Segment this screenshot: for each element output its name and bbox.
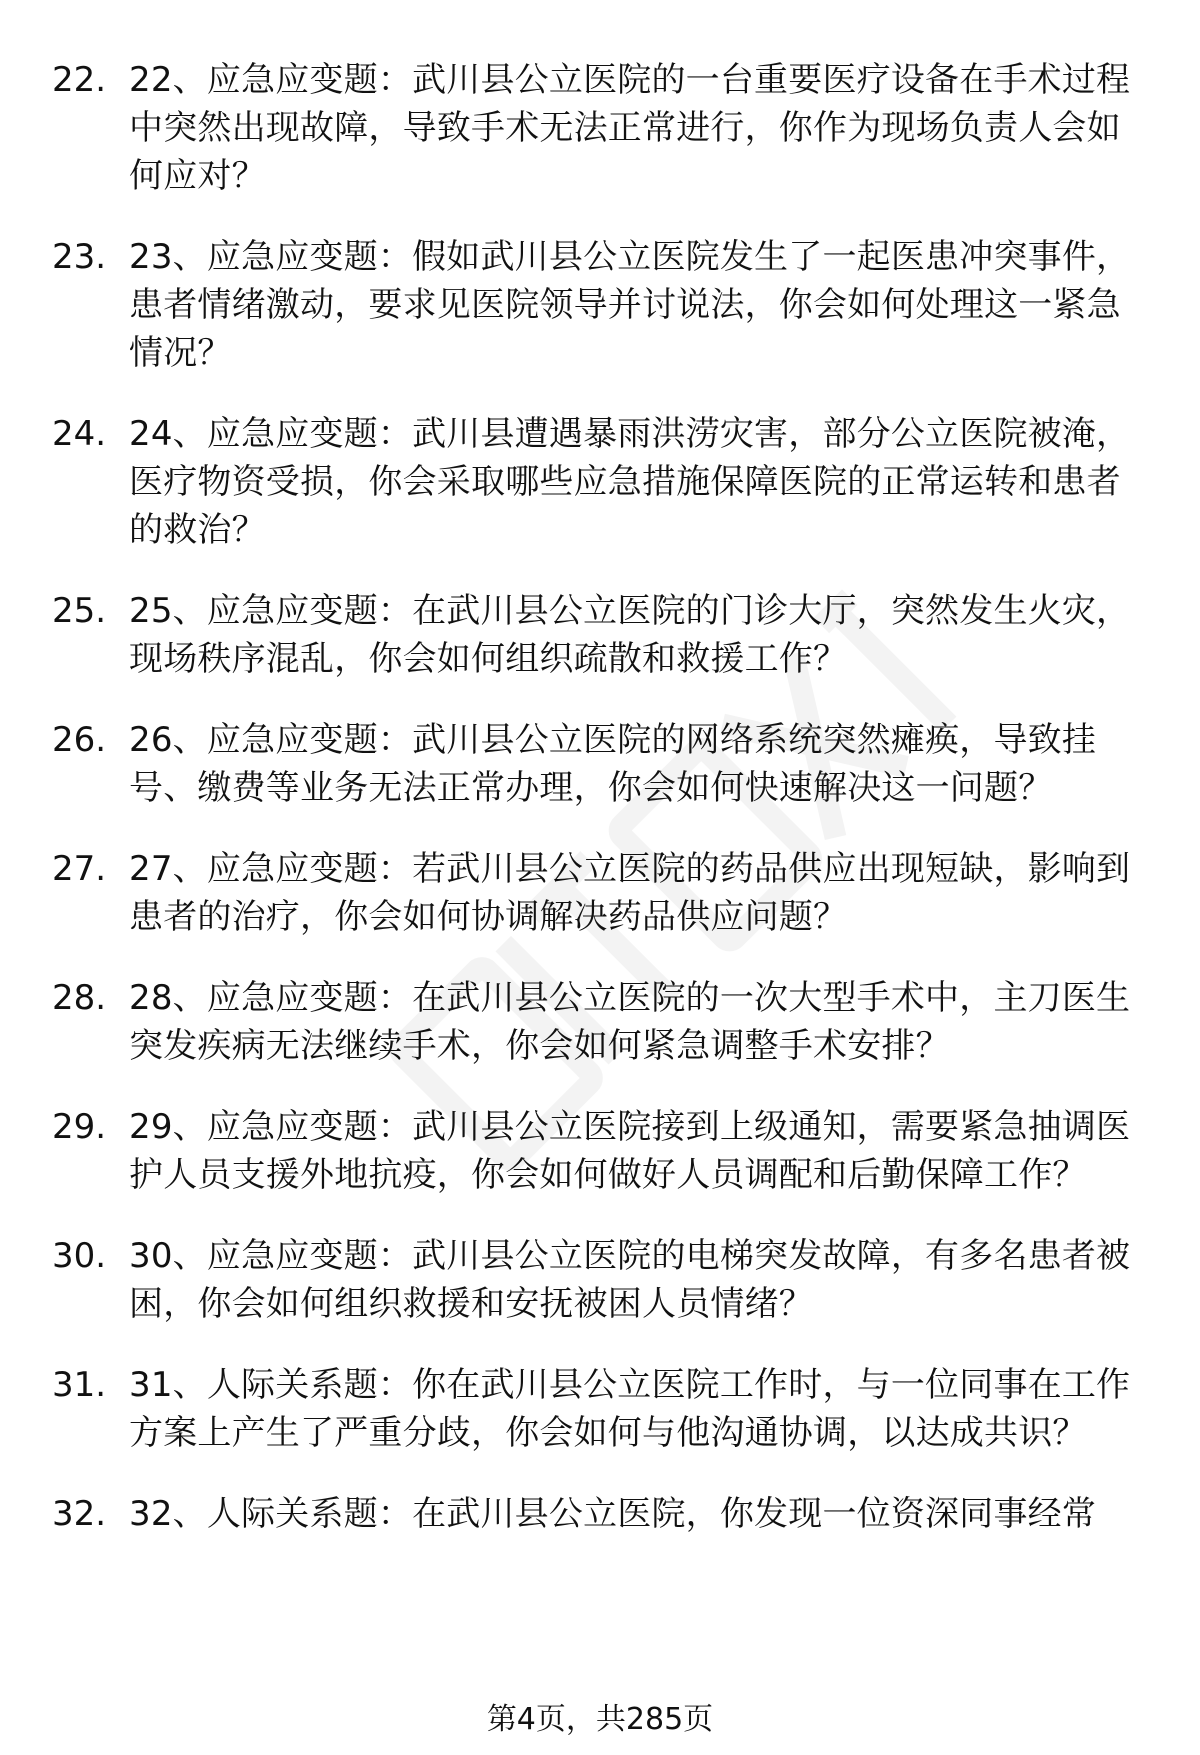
question-item-25: [0, 587, 1200, 683]
question-text: 27、应急应变题：若武川县公立医院的药品供应出现短缺，影响到患者的治疗，你会如何协调解决药品供应问题？: [129, 849, 1131, 937]
question-item-26: [0, 716, 1200, 812]
question-text: 25、应急应变题：在武川县公立医院的门诊大厅，突然发生火灾，现场秩序混乱，你会如何组织疏散和救援工作？: [129, 591, 1131, 679]
question-number: 22.: [52, 60, 107, 100]
question-item-22: [0, 56, 1200, 200]
question-number: 28.: [52, 978, 107, 1018]
question-text: 30、应急应变题：武川县公立医院的电梯突发故障，有多名患者被困，你会如何组织救援和安抚被困人员情绪？: [129, 1236, 1131, 1324]
question-number: 27.: [52, 849, 107, 889]
question-text: 23、应急应变题：假如武川县公立医院发生了一起医患冲突事件，患者情绪激动，要求见医院领导并讨说法，你会如何处理这一紧急情况？: [129, 237, 1131, 373]
question-item-29: [0, 1103, 1200, 1199]
question-number: 30.: [52, 1236, 107, 1276]
question-number: 29.: [52, 1107, 107, 1147]
question-number: 25.: [52, 591, 107, 631]
question-item-23: [0, 233, 1200, 377]
question-text: 32、人际关系题：在武川县公立医院，你发现一位资深同事经常: [129, 1494, 1097, 1534]
question-number: 24.: [52, 414, 107, 454]
question-number: 32.: [52, 1494, 107, 1534]
question-item-32: [0, 1490, 1200, 1538]
question-item-31: [0, 1361, 1200, 1457]
question-item-30: [0, 1232, 1200, 1328]
question-list: [0, 56, 1200, 1571]
question-text: 31、人际关系题：你在武川县公立医院工作时，与一位同事在工作方案上产生了严重分歧，你会如何与他沟通协调，以达成共识？: [129, 1365, 1131, 1453]
question-item-28: [0, 974, 1200, 1070]
question-text: 29、应急应变题：武川县公立医院接到上级通知，需要紧急抽调医护人员支援外地抗疫，你会如何做好人员调配和后勤保障工作？: [129, 1107, 1131, 1195]
question-text: 24、应急应变题：武川县遭遇暴雨洪涝灾害，部分公立医院被淹，医疗物资受损，你会采取哪些应急措施保障医院的正常运转和患者的救治？: [129, 414, 1131, 550]
question-item-24: [0, 410, 1200, 554]
question-number: 23.: [52, 237, 107, 277]
question-item-27: [0, 845, 1200, 941]
page-footer: 第4页，共285页: [486, 1702, 714, 1737]
question-text: 22、应急应变题：武川县公立医院的一台重要医疗设备在手术过程中突然出现故障，导致手术无法正常进行，你作为现场负责人会如何应对？: [129, 60, 1131, 196]
question-text: 28、应急应变题：在武川县公立医院的一次大型手术中，主刀医生突发疾病无法继续手术，你会如何紧急调整手术安排？: [129, 978, 1131, 1066]
question-number: 26.: [52, 720, 107, 760]
question-number: 31.: [52, 1365, 107, 1405]
question-text: 26、应急应变题：武川县公立医院的网络系统突然瘫痪，导致挂号、缴费等业务无法正常办理，你会如何快速解决这一问题？: [129, 720, 1097, 808]
